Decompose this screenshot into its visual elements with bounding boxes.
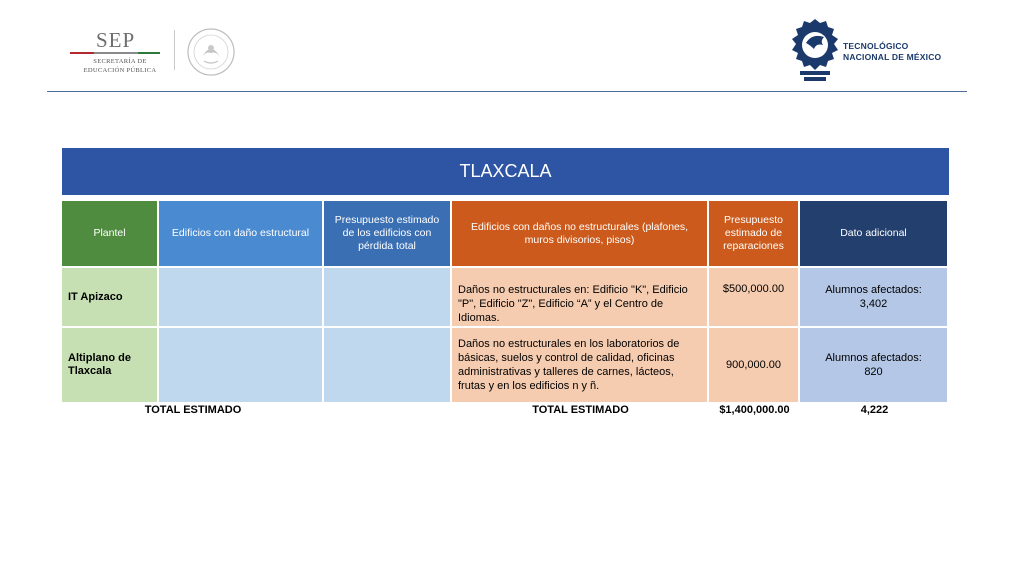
header-structural: Edificios con daño estructural	[159, 201, 324, 268]
row2-extra-text: Alumnos afectados: 820	[825, 352, 922, 378]
row2-structural	[159, 328, 324, 404]
row1-budget-total	[324, 268, 452, 328]
sep-subtitle-line2: EDUCACIÓN PÚBLICA	[83, 67, 157, 74]
row1-extra-text: Alumnos afectados: 3,402	[825, 284, 922, 310]
sep-line-red	[70, 52, 94, 54]
header-non-structural: Edificios con daños no estructurales (plafones, muros divisorios, pisos)	[452, 201, 709, 268]
row2-extra	[800, 328, 949, 404]
header-rule	[47, 91, 967, 92]
sep-logo	[68, 26, 168, 76]
total-students: 4,222	[860, 404, 889, 416]
row1-plantel: IT Apizaco	[62, 268, 159, 328]
row2-plantel: Altiplano de Tlaxcala	[62, 328, 159, 404]
header-divider	[174, 30, 175, 70]
row2-budget-total	[324, 328, 452, 404]
total-label-right: TOTAL ESTIMADO	[532, 404, 629, 416]
sep-subtitle-line1: SECRETARÍA DE	[93, 58, 147, 65]
sep-subtitle	[72, 57, 168, 75]
table-title: TLAXCALA	[62, 148, 949, 195]
row1-repair-budget: $500,000.00	[709, 268, 800, 328]
header-plantel: Plantel	[62, 201, 159, 268]
total-amount: $1,400,000.00	[719, 404, 790, 416]
mexico-coat-of-arms-seal-icon	[186, 27, 236, 77]
total-label-left: TOTAL ESTIMADO	[144, 404, 242, 416]
tecnm-logo-text	[843, 41, 941, 63]
sep-abbr: SEP	[96, 28, 136, 52]
row1-non-structural: Daños no estructurales en: Edificio "K", Edificio "P", Edificio "Z", Edificio “A” y el Centro de Idiomas.	[452, 268, 709, 328]
header-repair-budget: Presupuesto estimado de reparaciones	[709, 201, 800, 268]
tecnm-eagle-gear-emblem-icon	[790, 17, 840, 83]
header-extra: Dato adicional	[800, 201, 949, 268]
sep-line-grey	[94, 52, 138, 54]
header-budget-total: Presupuesto estimado de los edificios con pérdida total	[324, 201, 452, 268]
row1-extra	[800, 268, 949, 328]
tecnm-line1: TECNOLÓGICO	[843, 41, 909, 51]
tecnm-line2: NACIONAL DE MÉXICO	[843, 52, 942, 62]
row2-non-structural: Daños no estructurales en los laboratorios de básicas, suelos y control de calidad, oficinas administrativas y talleres de carnes, lácteos, frutas y en los edificios n y ñ.	[452, 328, 709, 404]
sep-line-green	[138, 52, 160, 54]
row1-structural	[159, 268, 324, 328]
row2-repair-budget: 900,000.00	[709, 328, 800, 404]
